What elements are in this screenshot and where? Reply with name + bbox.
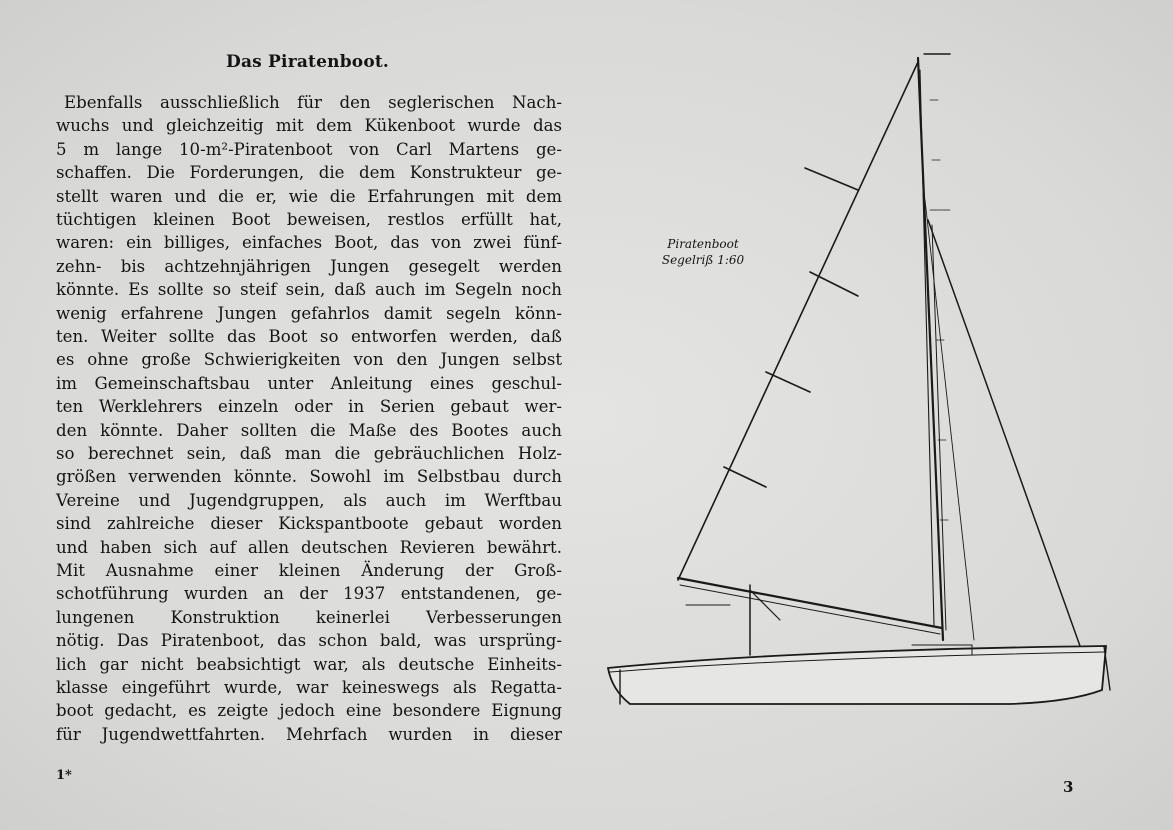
text-line: ten Werklehrers einzeln oder in Serien gebaut wer- xyxy=(56,397,562,417)
text-line: wenig erfahrene Jungen gefahrlos damit segeln könn- xyxy=(56,303,562,323)
text-line: im Gemeinschaftsbau unter Anleitung eines geschul- xyxy=(56,373,562,393)
signature-mark: 1* xyxy=(56,768,72,783)
hull xyxy=(608,646,1106,704)
text-line: so berechnet sein, daß man die gebräuchlichen Holz- xyxy=(56,444,562,463)
text-line: Ebenfalls ausschließlich für den seglerischen Nach- xyxy=(64,93,562,112)
text-line: für Jugendwettfahrten. Mehrfach wurden in dieser xyxy=(56,724,562,744)
text-line: den könnte. Daher sollten die Maße des Bootes auch xyxy=(56,420,562,440)
boom xyxy=(678,578,942,628)
sailboat-sail-plan-drawing xyxy=(590,40,1150,720)
batten-1 xyxy=(805,168,858,190)
text-line: tüchtigen kleinen Boot beweisen, restlos erfüllt hat, xyxy=(56,210,562,229)
text-line: nötig. Das Piratenboot, das schon bald, was ursprüng- xyxy=(56,631,562,651)
mainsail-luff xyxy=(920,70,934,625)
text-line: klasse eingeführt wurde, war keineswegs als Regatta- xyxy=(56,678,562,697)
text-line: boot gedacht, es zeigte jedoch eine besondere Eignung xyxy=(56,701,562,721)
mainsail-leech xyxy=(678,62,918,580)
text-line: es ohne große Schwierigkeiten von den Jungen selbst xyxy=(56,350,562,370)
page-number: 3 xyxy=(1063,778,1074,796)
boom-lower-edge xyxy=(680,585,940,634)
text-line: lich gar nicht beabsichtigt war, als deutsche Einheits- xyxy=(56,654,562,674)
text-line: schaffen. Die Forderungen, die dem Konstrukteur ge- xyxy=(56,163,562,183)
text-line: lungenen Konstruktion keinerlei Verbesserungen xyxy=(56,607,562,627)
text-line: und haben sich auf allen deutschen Revieren bewährt. xyxy=(56,537,562,557)
text-line: zehn- bis achtzehnjährigen Jungen gesegelt werden xyxy=(56,256,562,276)
text-line: sind zahlreiche dieser Kickspantboote gebaut worden xyxy=(56,514,562,534)
text-line: Vereine und Jugendgruppen, als auch im Werftbau xyxy=(56,490,562,510)
text-line: stellt waren und die er, wie die Erfahrungen mit dem xyxy=(56,186,562,206)
text-line: Mit Ausnahme einer kleinen Änderung der Groß- xyxy=(56,561,562,580)
text-line: könnte. Es sollte so steif sein, daß auch im Segeln noch xyxy=(56,280,562,300)
text-line: wuchs und gleichzeitig mit dem Kükenboot wurde das xyxy=(56,116,562,136)
figure-caption-scale: Segelriß 1:60 xyxy=(661,253,745,267)
text-line: schotführung wurden an der 1937 entstandenen, ge- xyxy=(56,584,562,604)
figure-caption-title: Piratenboot xyxy=(667,237,739,251)
batten-2 xyxy=(810,272,858,296)
batten-4 xyxy=(724,467,766,487)
text-line: größen verwenden könnte. Sowohl im Selbstbau durch xyxy=(56,467,562,487)
page-title: Das Piratenboot. xyxy=(226,52,390,72)
batten-3 xyxy=(766,372,810,392)
text-line: ten. Weiter sollte das Boot so entworfen werden, daß xyxy=(56,327,562,346)
text-line: waren: ein billiges, einfaches Boot, das von zwei fünf- xyxy=(56,233,562,253)
text-line: 5 m lange 10-m²-Piratenboot von Carl Martens ge- xyxy=(56,139,562,159)
